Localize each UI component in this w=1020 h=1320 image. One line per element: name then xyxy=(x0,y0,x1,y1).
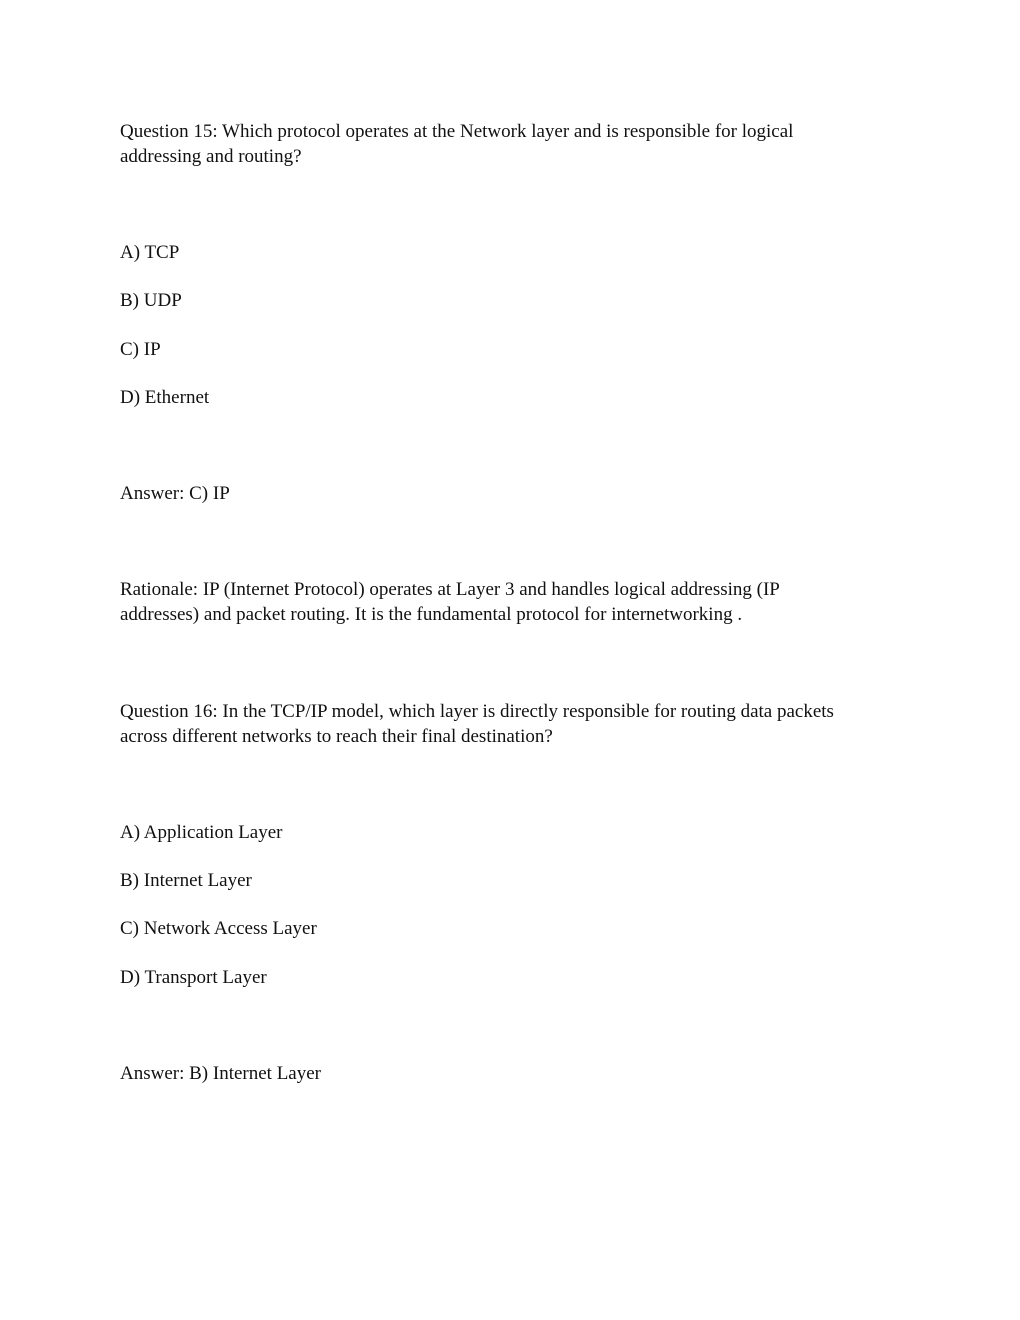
question-15-text-line-2: addressing and routing? xyxy=(120,146,302,167)
question-16-option-a: A) Application Layer xyxy=(120,822,283,843)
question-15-option-d: D) Ethernet xyxy=(120,387,210,408)
question-16-option-c: C) Network Access Layer xyxy=(120,918,317,939)
question-16-text-line-1: Question 16: In the TCP/IP model, which layer is directly responsible for routing data packets xyxy=(120,701,834,722)
question-16-option-b: B) Internet Layer xyxy=(120,870,252,891)
question-15-option-a: A) TCP xyxy=(120,242,180,263)
question-16-option-d: D) Transport Layer xyxy=(120,967,267,988)
question-15-rationale-line-2: addresses) and packet routing. It is the fundamental protocol for internetworking . xyxy=(120,604,743,625)
question-16-text-line-2: across different networks to reach their final destination? xyxy=(120,726,553,747)
question-15-rationale-line-1: Rationale: IP (Internet Protocol) operates at Layer 3 and handles logical addressing (IP xyxy=(120,579,780,600)
question-15-text-line-1: Question 15: Which protocol operates at the Network layer and is responsible for logical xyxy=(120,121,794,142)
question-15-option-b: B) UDP xyxy=(120,290,182,311)
question-15-option-c: C) IP xyxy=(120,339,161,360)
question-16-answer: Answer: B) Internet Layer xyxy=(120,1063,322,1084)
question-15-answer: Answer: C) IP xyxy=(120,483,230,504)
